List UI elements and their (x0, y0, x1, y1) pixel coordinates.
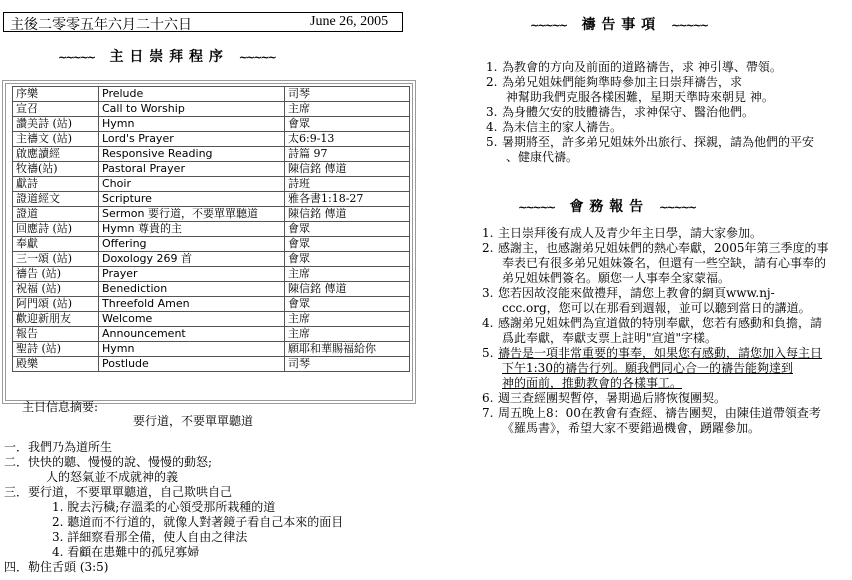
program-cell-person: 陳信銘 傳道 (285, 207, 410, 222)
prayer-list (486, 60, 850, 165)
program-cell-item: 聖詩 (站) (13, 342, 99, 357)
program-cell-english: Announcement (99, 327, 285, 342)
prayer-item (486, 60, 850, 75)
outline-sub-4: 4. 看顧在患難中的孤兒寡婦 (52, 545, 200, 559)
announcement-item-text: 感謝弟兄姐妹們為宣道做的特別奉獻，您若有感動和負擔，請 (498, 316, 823, 330)
announcement-item (482, 391, 848, 406)
announcement-item-continuation (482, 271, 848, 286)
program-cell-item: 牧禱(站) (13, 162, 99, 177)
program-cell-english: Threefold Amen (99, 297, 285, 312)
program-row (13, 342, 410, 357)
announcement-item (482, 226, 848, 241)
prayer-item-number: 1. (486, 60, 498, 74)
program-cell-item: 奉獻 (13, 237, 99, 252)
program-row (13, 327, 410, 342)
program-cell-english: Call to Worship (99, 102, 285, 117)
announcement-item-continuation (482, 301, 848, 316)
program-cell-english: Lord's Prayer (99, 132, 285, 147)
program-cell-person: 司琴 (285, 357, 410, 372)
program-row (13, 312, 410, 327)
announcement-item-number: 3. (482, 286, 494, 300)
wave-ornament-right: ~~~~~ (670, 19, 708, 32)
program-row (13, 237, 410, 252)
program-cell-english: Responsive Reading (99, 147, 285, 162)
program-cell-item: 證道 (13, 207, 99, 222)
announcement-item-continuation (482, 376, 848, 391)
announcement-title: 會 務 報 告 (569, 199, 644, 215)
outline-point-2-cont: 人的怒氣並不成就神的義 (46, 470, 179, 484)
program-cell-english: Benediction (99, 282, 285, 297)
program-cell-person: 會眾 (285, 117, 410, 132)
program-cell-english: Prelude (99, 87, 285, 102)
announcement-item (482, 241, 848, 256)
prayer-item-text: 為弟兄姐妹們能夠準時參加主日崇拜禱告，求 (502, 75, 743, 89)
outline-point-4: 四．勒住舌頭 (3:5) (4, 560, 109, 574)
program-cell-english: Hymn (99, 342, 285, 357)
prayer-item (486, 135, 850, 150)
program-cell-person: 主席 (285, 327, 410, 342)
announcement-item-continuation (482, 256, 848, 271)
announcement-item-text: 主日崇拜後有成人及青少年主日學，請大家參加。 (498, 226, 763, 240)
announcement-item-continuation (482, 421, 848, 436)
prayer-item-number: 2. (486, 75, 498, 89)
program-title-row (58, 46, 275, 66)
wave-ornament-right: ~~~~~ (658, 201, 696, 214)
prayer-item-continuation: 、健康代禱。 (506, 150, 579, 164)
program-cell-person: 主席 (285, 102, 410, 117)
date-chinese: 主後二零零五年六月二十六日 (10, 17, 192, 33)
prayer-item-text: 為教會的方向及前面的道路禱告，求 神引導、帶領。 (502, 60, 782, 74)
program-cell-english: Hymn (99, 117, 285, 132)
program-cell-english: Prayer (99, 267, 285, 282)
program-row (13, 132, 410, 147)
program-cell-person: 陳信銘 傳道 (285, 162, 410, 177)
program-cell-item: 主禱文 (站) (13, 132, 99, 147)
sermon-title: 要行道，不要單單聽道 (133, 414, 254, 428)
program-cell-item: 獻詩 (13, 177, 99, 192)
announcement-list (482, 226, 848, 436)
prayer-item-number: 5. (486, 135, 498, 149)
program-cell-item: 祝福 (站) (13, 282, 99, 297)
program-cell-item: 宣召 (13, 102, 99, 117)
sermon-summary-heading: 主日信息摘要: (22, 400, 99, 414)
program-row (13, 222, 410, 237)
announcement-item-text: 您若因故沒能來做禮拜，請您上教會的網頁www.nj- (498, 286, 775, 300)
announcement-item-text: 神的面前，推動教會的各樣事工。 (502, 376, 683, 390)
prayer-item (486, 75, 850, 90)
outline-sub-2: 2. 聽道而不行道的，就像人對著鏡子看自己本來的面目 (52, 515, 344, 529)
outline-point-2: 二．快快的聽、慢慢的說、慢慢的動怒; (4, 455, 213, 469)
announcement-item-text: 禱告是一項非常重要的事奉，如果您有感動，請您加入每主日 (498, 346, 823, 360)
program-row (13, 207, 410, 222)
sermon-outline (4, 440, 424, 575)
program-row (13, 282, 410, 297)
program-row (13, 297, 410, 312)
prayer-item-continuation: 神幫助我們克服各樣困難，星期天準時來朝見 神。 (506, 90, 774, 104)
program-cell-person: 會眾 (285, 297, 410, 312)
program-cell-item: 證道經文 (13, 192, 99, 207)
prayer-item (486, 105, 850, 120)
worship-program-table (12, 86, 410, 372)
announcement-item-number: 5. (482, 346, 494, 360)
program-cell-item: 回應詩 (站) (13, 222, 99, 237)
wave-ornament-left: ~~~~~ (58, 51, 95, 64)
announcement-item-number: 1. (482, 226, 494, 240)
program-cell-item: 三一頌 (站) (13, 252, 99, 267)
prayer-title-row (530, 14, 707, 34)
program-row (13, 357, 410, 372)
program-cell-english: Postlude (99, 357, 285, 372)
date-english: June 26, 2005 (310, 14, 389, 29)
program-cell-item: 阿門頌 (站) (13, 297, 99, 312)
program-cell-person: 願耶和華賜福給你 (285, 342, 410, 357)
program-cell-person: 雅各書1:18-27 (285, 192, 410, 207)
announcement-item (482, 286, 848, 301)
announcement-item-text: 周五晚上8：00在教會有查經、禱告團契，由陳佳道帶領查考 (498, 406, 821, 420)
program-row (13, 267, 410, 282)
prayer-title: 禱 告 事 項 (581, 17, 656, 33)
program-row (13, 252, 410, 267)
program-cell-english: Hymn 尊貴的主 (99, 222, 285, 237)
program-row (13, 87, 410, 102)
prayer-item-text: 為身體欠安的肢體禱告，求神保守、醫治他們。 (502, 105, 755, 119)
prayer-item-text: 為未信主的家人禱告。 (502, 120, 623, 134)
wave-ornament-left: ~~~~~ (530, 19, 567, 32)
outline-point-1: 一．我們乃為道所生 (4, 440, 113, 454)
program-cell-person: 會眾 (285, 222, 410, 237)
prayer-item-text: 暑期將至，許多弟兄姐妹外出旅行、探親，請為他們的平安 (502, 135, 815, 149)
announcement-item (482, 406, 848, 421)
announcement-item-continuation (482, 361, 848, 376)
program-row (13, 147, 410, 162)
outline-sub-3: 3. 詳細察看那全備，使人自由之律法 (52, 530, 248, 544)
program-cell-item: 序樂 (13, 87, 99, 102)
program-cell-person: 主席 (285, 312, 410, 327)
announcement-item-number: 2. (482, 241, 494, 255)
program-cell-item: 禱告 (站) (13, 267, 99, 282)
announcement-item (482, 316, 848, 331)
announcement-item-number: 6. (482, 391, 494, 405)
program-cell-person: 太6:9-13 (285, 132, 410, 147)
prayer-item-number: 4. (486, 120, 498, 134)
program-cell-english: Doxology 269 首 (99, 252, 285, 267)
program-row (13, 162, 410, 177)
program-cell-english: Offering (99, 237, 285, 252)
announcement-item-number: 7. (482, 406, 494, 420)
announcement-item-text: 爲此奉獻，奉獻支票上註明"宣道"字樣。 (502, 331, 718, 345)
program-cell-person: 會眾 (285, 252, 410, 267)
program-cell-english: Sermon 要行道，不要單單聽道 (99, 207, 285, 222)
announcement-item-text: 感謝主，也感謝弟兄姐妹們的熱心奉獻，2005年第三季度的事 (498, 241, 829, 255)
announcement-item-text: 奉表已有很多弟兄姐妹簽名，但還有一些空缺，請有心事奉的 (502, 256, 827, 270)
wave-ornament-right: ~~~~~ (238, 51, 275, 64)
program-cell-person: 詩篇 97 (285, 147, 410, 162)
program-cell-english: Pastoral Prayer (99, 162, 285, 177)
program-cell-item: 啟應讀經 (13, 147, 99, 162)
program-cell-person: 詩班 (285, 177, 410, 192)
date-header-box (3, 12, 403, 32)
prayer-item-number: 3. (486, 105, 498, 119)
outline-point-3: 三．要行道，不要單單聽道，自己欺哄自己 (4, 485, 233, 499)
announcement-item-text: 《羅馬書》，希望大家不要錯過機會，踴躍參加。 (502, 421, 761, 435)
program-row (13, 117, 410, 132)
program-cell-person: 會眾 (285, 237, 410, 252)
prayer-item (486, 120, 850, 135)
announcement-item-number: 4. (482, 316, 494, 330)
announcement-item (482, 346, 848, 361)
program-cell-person: 陳信銘 傳道 (285, 282, 410, 297)
program-cell-english: Choir (99, 177, 285, 192)
program-title: 主 日 崇 拜 程 序 (109, 49, 224, 65)
announcement-title-row (518, 196, 695, 216)
program-row (13, 177, 410, 192)
announcement-item-text: 週三查經團契暫停，暑期過后將恢復團契。 (498, 391, 727, 405)
program-row (13, 102, 410, 117)
program-cell-item: 殿樂 (13, 357, 99, 372)
program-row (13, 192, 410, 207)
program-cell-english: Scripture (99, 192, 285, 207)
announcement-item-text: 下午1:30的禱告行列。願我們同心合一的禱告能夠達到 (502, 361, 793, 375)
announcement-item-text: 弟兄姐妹們簽名。願您一人事奉全家蒙福。 (502, 271, 731, 285)
program-cell-person: 司琴 (285, 87, 410, 102)
outline-sub-1: 1. 脫去污穢;存溫柔的心領受那所栽種的道 (52, 500, 276, 514)
program-cell-item: 歡迎新朋友 (13, 312, 99, 327)
announcement-item-continuation (482, 331, 848, 346)
announcement-item-text: ccc.org，您可以在那看到週報，並可以聽到當日的講道。 (502, 301, 811, 315)
program-cell-person: 主席 (285, 267, 410, 282)
program-cell-item: 讚美詩 (站) (13, 117, 99, 132)
wave-ornament-left: ~~~~~ (518, 201, 555, 214)
program-cell-item: 報告 (13, 327, 99, 342)
program-cell-english: Welcome (99, 312, 285, 327)
